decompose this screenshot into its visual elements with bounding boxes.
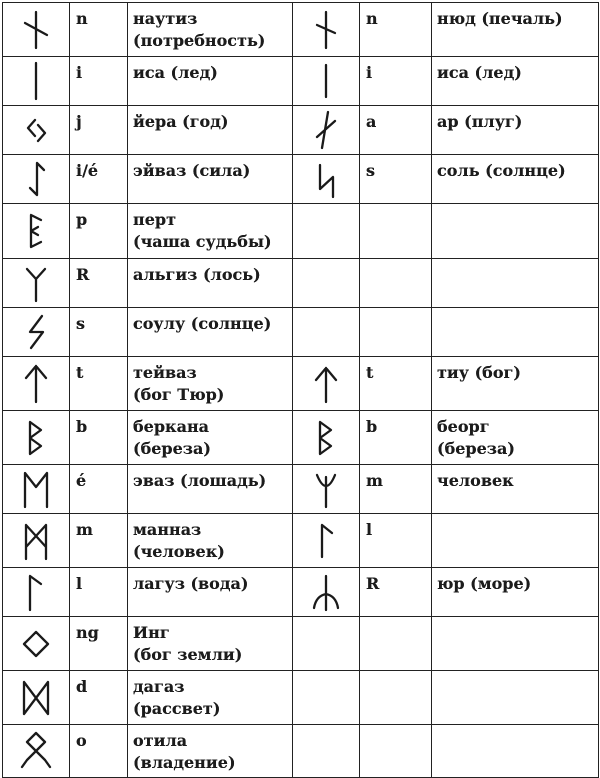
left-rune-cell	[3, 465, 70, 514]
right-rune-cell	[293, 204, 360, 259]
sowilo-rune-icon	[3, 308, 69, 356]
rune-letter: i	[366, 63, 373, 82]
right-letter-cell	[360, 204, 432, 259]
logr-rune-icon	[293, 517, 359, 565]
right-letter-cell	[360, 106, 432, 155]
left-letter-cell	[70, 514, 128, 568]
left-name-cell	[128, 204, 293, 259]
rune-letter: o	[76, 731, 87, 750]
left-rune-cell	[3, 106, 70, 155]
left-rune-cell	[3, 57, 70, 106]
rune-letter: p	[76, 210, 88, 229]
right-name-cell	[432, 465, 599, 514]
table-row	[3, 357, 599, 411]
left-letter-cell	[70, 357, 128, 411]
rune-letter: n	[366, 9, 378, 28]
rune-name-line: (чаша судьбы)	[133, 232, 272, 251]
dagaz-rune-icon	[3, 674, 69, 722]
right-rune-cell	[293, 155, 360, 204]
right-letter-cell	[360, 259, 432, 308]
left-name-cell	[128, 357, 293, 411]
right-rune-cell	[293, 106, 360, 155]
left-letter-cell	[70, 411, 128, 465]
rune-letter: é	[76, 471, 87, 490]
right-letter-cell	[360, 57, 432, 106]
rune-name-line: юр (море)	[437, 574, 532, 593]
left-letter-cell	[70, 57, 128, 106]
table-row	[3, 671, 599, 725]
left-rune-cell	[3, 155, 70, 204]
right-letter-cell	[360, 155, 432, 204]
right-rune-cell	[293, 725, 360, 778]
rune-letter: t	[366, 363, 374, 382]
left-name-cell	[128, 259, 293, 308]
left-name-cell	[128, 3, 293, 57]
right-letter-cell	[360, 357, 432, 411]
right-name-cell	[432, 308, 599, 357]
table-row	[3, 514, 599, 568]
rune-letter: a	[366, 112, 377, 131]
jera-rune-icon	[3, 106, 69, 154]
rune-letter: i/é	[76, 161, 99, 180]
right-letter-cell	[360, 671, 432, 725]
rune-table-body	[3, 3, 599, 778]
left-letter-cell	[70, 568, 128, 617]
right-rune-cell	[293, 3, 360, 57]
rune-letter: l	[76, 574, 83, 593]
right-rune-cell	[293, 671, 360, 725]
right-name-cell	[432, 106, 599, 155]
left-name-cell	[128, 514, 293, 568]
rune-name-line: тейваз	[133, 363, 197, 382]
table-row	[3, 617, 599, 671]
rune-name-line: иса (лед)	[437, 63, 522, 82]
left-rune-cell	[3, 259, 70, 308]
right-name-cell	[432, 357, 599, 411]
naud-rune-icon	[293, 6, 359, 54]
berkana-rune-icon	[3, 414, 69, 462]
right-name-cell	[432, 725, 599, 778]
rune-letter: R	[76, 265, 90, 284]
left-rune-cell	[3, 204, 70, 259]
rune-letter: ng	[76, 623, 99, 642]
left-rune-cell	[3, 308, 70, 357]
isa-rune-icon	[3, 57, 69, 105]
right-letter-cell	[360, 308, 432, 357]
rune-letter: s	[76, 314, 86, 333]
left-name-cell	[128, 568, 293, 617]
rune-name-line: (бог земли)	[133, 645, 243, 664]
madr-rune-icon	[293, 465, 359, 513]
left-letter-cell	[70, 155, 128, 204]
left-rune-cell	[3, 568, 70, 617]
eihwaz-rune-icon	[3, 155, 69, 203]
rune-name-line: (владение)	[133, 753, 236, 772]
rune-letter: b	[76, 417, 88, 436]
rune-name-line: соль (солнце)	[437, 161, 566, 180]
rune-letter: l	[366, 520, 373, 539]
left-rune-cell	[3, 514, 70, 568]
right-name-cell	[432, 568, 599, 617]
table-row	[3, 465, 599, 514]
rune-name-line: соулу (солнце)	[133, 314, 272, 333]
left-letter-cell	[70, 204, 128, 259]
right-rune-cell	[293, 568, 360, 617]
table-row	[3, 259, 599, 308]
left-rune-cell	[3, 725, 70, 778]
rune-letter: n	[76, 9, 88, 28]
right-rune-cell	[293, 411, 360, 465]
rune-letter: b	[366, 417, 378, 436]
rune-name-line: иса (лед)	[133, 63, 218, 82]
right-name-cell	[432, 204, 599, 259]
sol-rune-icon	[293, 155, 359, 203]
rune-name-line: нюд (печаль)	[437, 9, 563, 28]
perthro-rune-icon	[3, 207, 69, 255]
tyr-rune-icon	[293, 360, 359, 408]
rune-name-line: йера (год)	[133, 112, 229, 131]
right-name-cell	[432, 57, 599, 106]
left-name-cell	[128, 106, 293, 155]
rune-name-line: эйваз (сила)	[133, 161, 251, 180]
rune-name-line: беркана	[133, 417, 210, 436]
rune-letter: s	[366, 161, 376, 180]
left-name-cell	[128, 617, 293, 671]
rune-name-line: (человек)	[133, 542, 225, 561]
isa-short-rune-icon	[293, 57, 359, 105]
rune-name-line: (береза)	[133, 439, 211, 458]
rune-name-line: эваз (лошадь)	[133, 471, 267, 490]
table-row	[3, 725, 599, 778]
naudiz-rune-icon	[3, 6, 69, 54]
tiwaz-rune-icon	[3, 360, 69, 408]
right-letter-cell	[360, 411, 432, 465]
rune-name-line: наутиз	[133, 9, 198, 28]
right-letter-cell	[360, 568, 432, 617]
right-letter-cell	[360, 725, 432, 778]
rune-name-line: ар (плуг)	[437, 112, 523, 131]
table-row	[3, 204, 599, 259]
rune-letter: i	[76, 63, 83, 82]
left-letter-cell	[70, 3, 128, 57]
table-row	[3, 155, 599, 204]
algiz-rune-icon	[3, 259, 69, 307]
rune-name-line: перт	[133, 210, 176, 229]
right-name-cell	[432, 259, 599, 308]
ehwaz-rune-icon	[3, 465, 69, 513]
right-rune-cell	[293, 357, 360, 411]
rune-letter: m	[366, 471, 383, 490]
rune-name-line: (береза)	[437, 439, 515, 458]
right-name-cell	[432, 617, 599, 671]
left-letter-cell	[70, 465, 128, 514]
left-name-cell	[128, 411, 293, 465]
left-letter-cell	[70, 725, 128, 778]
right-name-cell	[432, 155, 599, 204]
right-letter-cell	[360, 617, 432, 671]
right-name-cell	[432, 3, 599, 57]
bjarkan-rune-icon	[293, 414, 359, 462]
rune-name-line: беорг	[437, 417, 490, 436]
left-rune-cell	[3, 357, 70, 411]
othala-rune-icon	[3, 727, 69, 775]
right-rune-cell	[293, 57, 360, 106]
left-letter-cell	[70, 308, 128, 357]
left-name-cell	[128, 725, 293, 778]
table-row	[3, 308, 599, 357]
left-name-cell	[128, 465, 293, 514]
left-name-cell	[128, 671, 293, 725]
left-rune-cell	[3, 411, 70, 465]
right-name-cell	[432, 411, 599, 465]
rune-name-line: (бог Тюр)	[133, 385, 225, 404]
yr-rune-icon	[293, 568, 359, 616]
rune-letter: d	[76, 677, 88, 696]
left-rune-cell	[3, 617, 70, 671]
right-rune-cell	[293, 465, 360, 514]
right-rune-cell	[293, 514, 360, 568]
left-rune-cell	[3, 3, 70, 57]
left-letter-cell	[70, 106, 128, 155]
rune-name-line: альгиз (лось)	[133, 265, 261, 284]
rune-letter: t	[76, 363, 84, 382]
table-row	[3, 57, 599, 106]
rune-name-line: лагуз (вода)	[133, 574, 249, 593]
right-rune-cell	[293, 259, 360, 308]
rune-name-line: тиу (бог)	[437, 363, 521, 382]
right-letter-cell	[360, 514, 432, 568]
right-rune-cell	[293, 308, 360, 357]
mannaz-rune-icon	[3, 517, 69, 565]
right-name-cell	[432, 514, 599, 568]
right-rune-cell	[293, 617, 360, 671]
left-letter-cell	[70, 617, 128, 671]
rune-letter: m	[76, 520, 93, 539]
right-letter-cell	[360, 465, 432, 514]
ingwaz-rune-icon	[3, 620, 69, 668]
table-row	[3, 411, 599, 465]
right-name-cell	[432, 671, 599, 725]
left-name-cell	[128, 155, 293, 204]
ar-rune-icon	[293, 106, 359, 154]
laguz-rune-icon	[3, 568, 69, 616]
rune-table	[2, 2, 599, 778]
rune-name-line: Инг	[133, 623, 170, 642]
rune-name-line: (рассвет)	[133, 699, 221, 718]
left-letter-cell	[70, 259, 128, 308]
table-row	[3, 568, 599, 617]
left-name-cell	[128, 57, 293, 106]
rune-name-line: отила	[133, 731, 188, 750]
rune-name-line: человек	[437, 471, 514, 490]
rune-name-line: дагаз	[133, 677, 185, 696]
left-name-cell	[128, 308, 293, 357]
table-row	[3, 3, 599, 57]
rune-letter: R	[366, 574, 380, 593]
left-letter-cell	[70, 671, 128, 725]
left-rune-cell	[3, 671, 70, 725]
table-row	[3, 106, 599, 155]
rune-name-line: (потребность)	[133, 31, 266, 50]
right-letter-cell	[360, 3, 432, 57]
rune-name-line: манназ	[133, 520, 202, 539]
rune-letter: j	[76, 112, 82, 131]
